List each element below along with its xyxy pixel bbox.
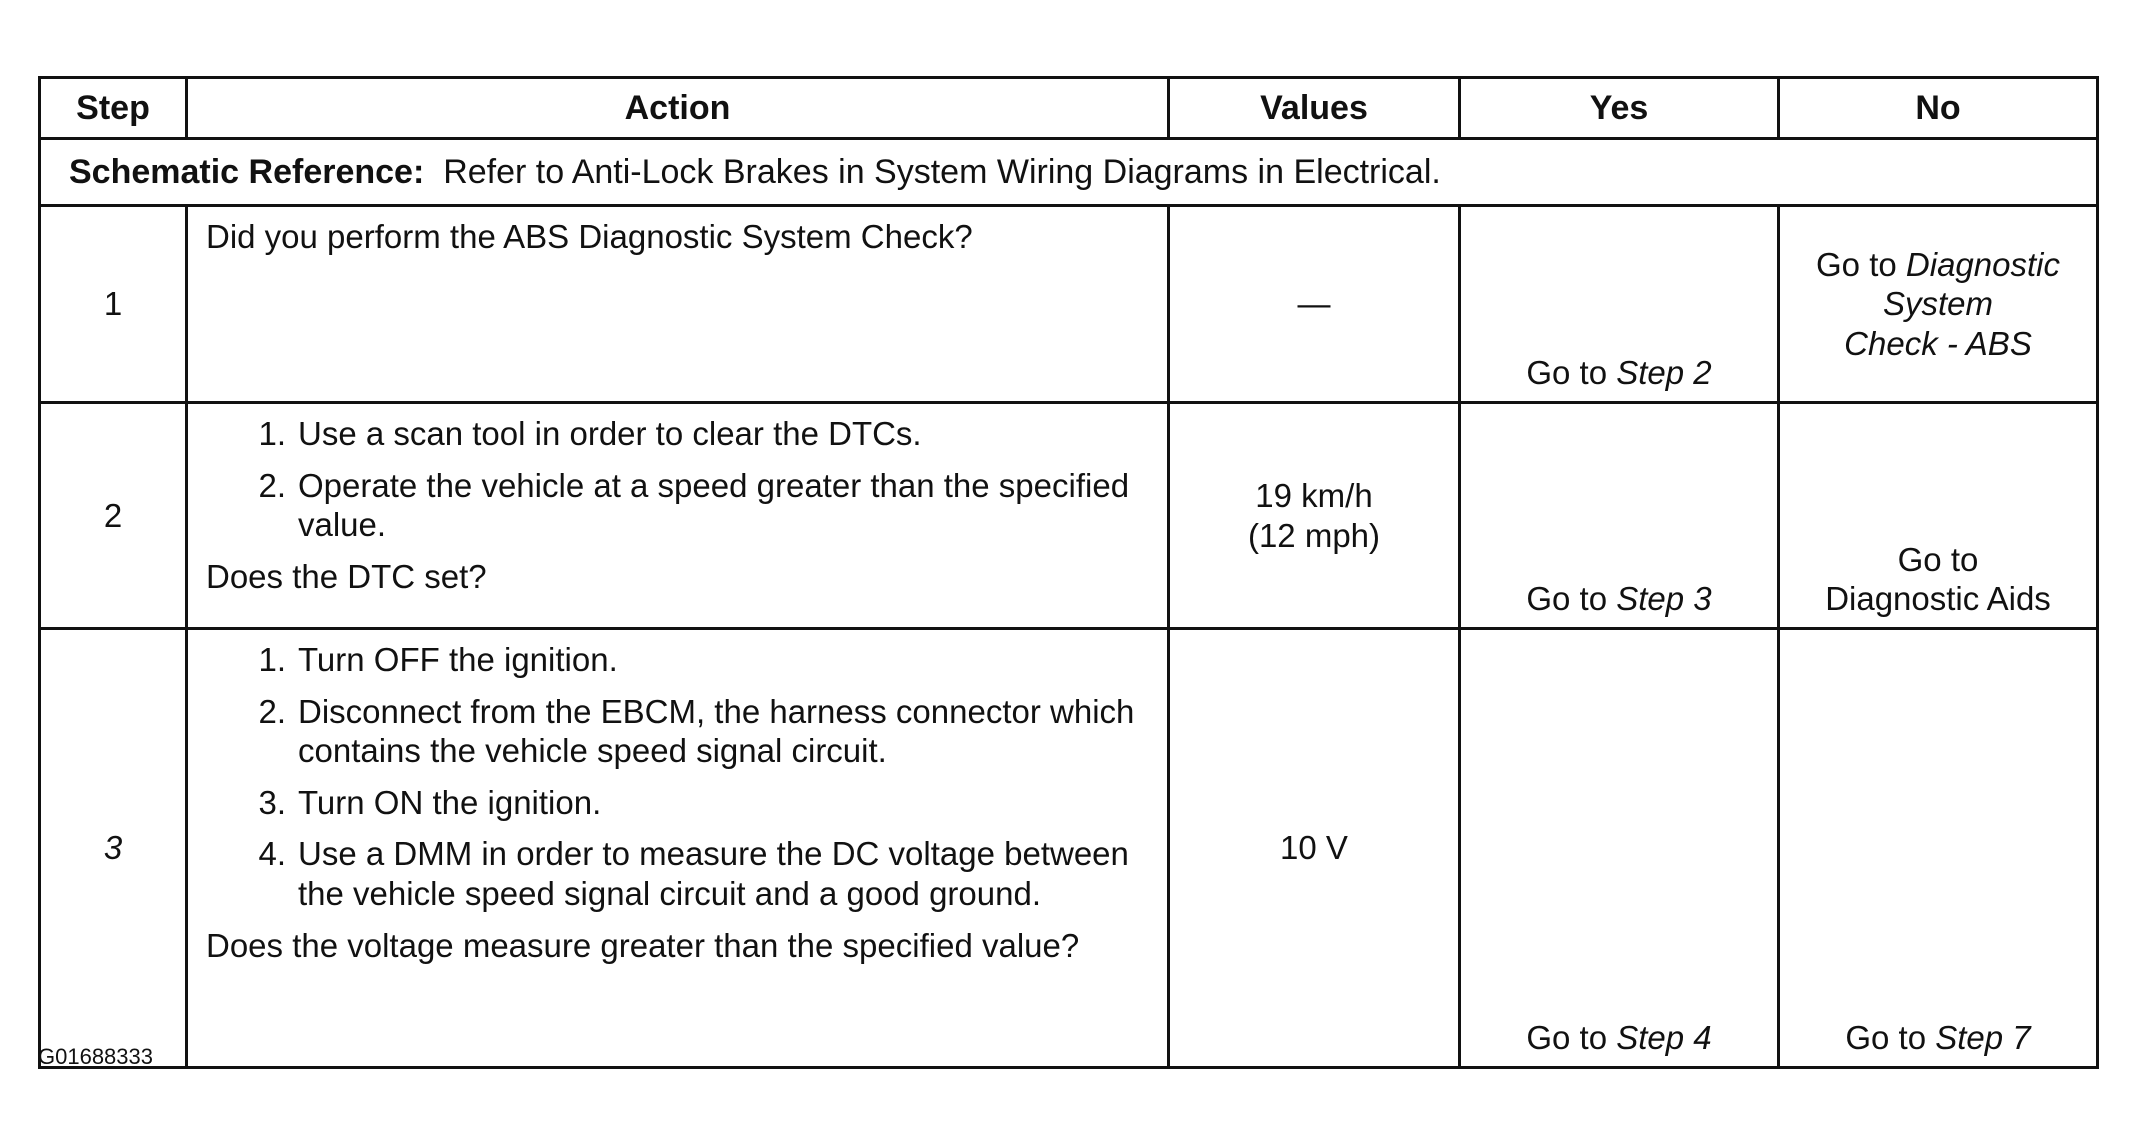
list-item-number: 3.	[258, 783, 286, 821]
step-number: 1	[40, 206, 187, 403]
header-step: Step	[40, 78, 187, 139]
yes-link[interactable]: Step 3	[1616, 580, 1712, 618]
no-link[interactable]: Diagnostic Aids	[1825, 580, 2051, 618]
list-item-number: 2.	[258, 466, 286, 504]
action-cell	[187, 206, 1169, 403]
table-row	[40, 403, 2098, 629]
list-item	[206, 466, 1147, 545]
header-row	[40, 78, 2098, 139]
values-line1: 19 km/h	[1255, 476, 1373, 514]
header-no: No	[1779, 78, 2098, 139]
no-prefix: Go to	[1897, 540, 1979, 578]
action-cell	[187, 629, 1169, 1068]
header-action: Action	[187, 78, 1169, 139]
list-item-number: 1.	[258, 641, 286, 678]
values-line2: (12 mph)	[1247, 516, 1381, 554]
no-link-line3[interactable]: Check - ABS	[1844, 324, 2032, 362]
list-item-text: Operate the vehicle at a speed greater than the specified value.	[298, 466, 1130, 544]
list-item-number: 2.	[258, 692, 286, 730]
yes-prefix: Go to	[1526, 580, 1608, 618]
schematic-reference-row	[40, 139, 2098, 206]
figure-id: G01688333	[38, 1044, 153, 1069]
yes-prefix: Go to	[1526, 1019, 1608, 1057]
list-item-text: Turn OFF the ignition.	[298, 641, 618, 678]
no-cell	[1779, 403, 2098, 629]
list-item-text: Use a DMM in order to measure the DC voltage between the vehicle speed signal circuit and a good ground.	[298, 835, 1129, 912]
action-question: Does the DTC set?	[206, 557, 487, 595]
header-values: Values	[1169, 78, 1460, 139]
yes-prefix: Go to	[1526, 354, 1608, 392]
values-cell: 10 V	[1169, 629, 1460, 1068]
values-cell: —	[1169, 206, 1460, 403]
schematic-reference-text: Refer to Anti-Lock Brakes in System Wiring Diagrams in Electrical.	[443, 152, 1441, 191]
list-item	[206, 414, 1147, 454]
schematic-reference-label: Schematic Reference:	[69, 152, 425, 191]
action-question: Does the voltage measure greater than the specified value?	[206, 926, 1080, 964]
list-item-number: 4.	[258, 835, 286, 873]
no-cell	[1779, 206, 2098, 403]
action-question: Did you perform the ABS Diagnostic System Check?	[206, 218, 973, 255]
list-item	[206, 692, 1147, 771]
yes-cell	[1460, 206, 1779, 403]
list-item-text: Disconnect from the EBCM, the harness connector which contains the vehicle speed signal circuit.	[298, 692, 1135, 770]
action-cell	[187, 403, 1169, 629]
yes-link[interactable]: Step 4	[1616, 1019, 1712, 1057]
list-item-text: Use a scan tool in order to clear the DTCs.	[298, 415, 922, 452]
no-link-line2[interactable]: System	[1882, 285, 1994, 323]
table-row	[40, 629, 2098, 1068]
no-link[interactable]: Step 7	[1935, 1019, 2031, 1057]
list-item	[206, 783, 1147, 823]
yes-link[interactable]: Step 2	[1616, 354, 1712, 392]
list-item	[206, 834, 1147, 913]
list-item	[206, 640, 1147, 680]
header-yes: Yes	[1460, 78, 1779, 139]
step-number: 3	[40, 629, 187, 1068]
action-steps-list	[206, 414, 1147, 545]
action-steps-list	[206, 640, 1147, 914]
step-number: 2	[40, 403, 187, 629]
yes-cell	[1460, 403, 1779, 629]
no-prefix: Go to	[1816, 245, 1897, 283]
list-item-number: 1.	[258, 415, 286, 452]
list-item-text: Turn ON the ignition.	[298, 783, 602, 821]
no-cell	[1779, 629, 2098, 1068]
no-link[interactable]: Diagnostic	[1905, 245, 2060, 283]
table-row	[40, 206, 2098, 403]
yes-cell	[1460, 629, 1779, 1068]
schematic-reference	[40, 139, 2098, 206]
no-prefix: Go to	[1845, 1019, 1927, 1057]
values-cell	[1169, 403, 1460, 629]
diagnostic-table	[38, 76, 2099, 1069]
